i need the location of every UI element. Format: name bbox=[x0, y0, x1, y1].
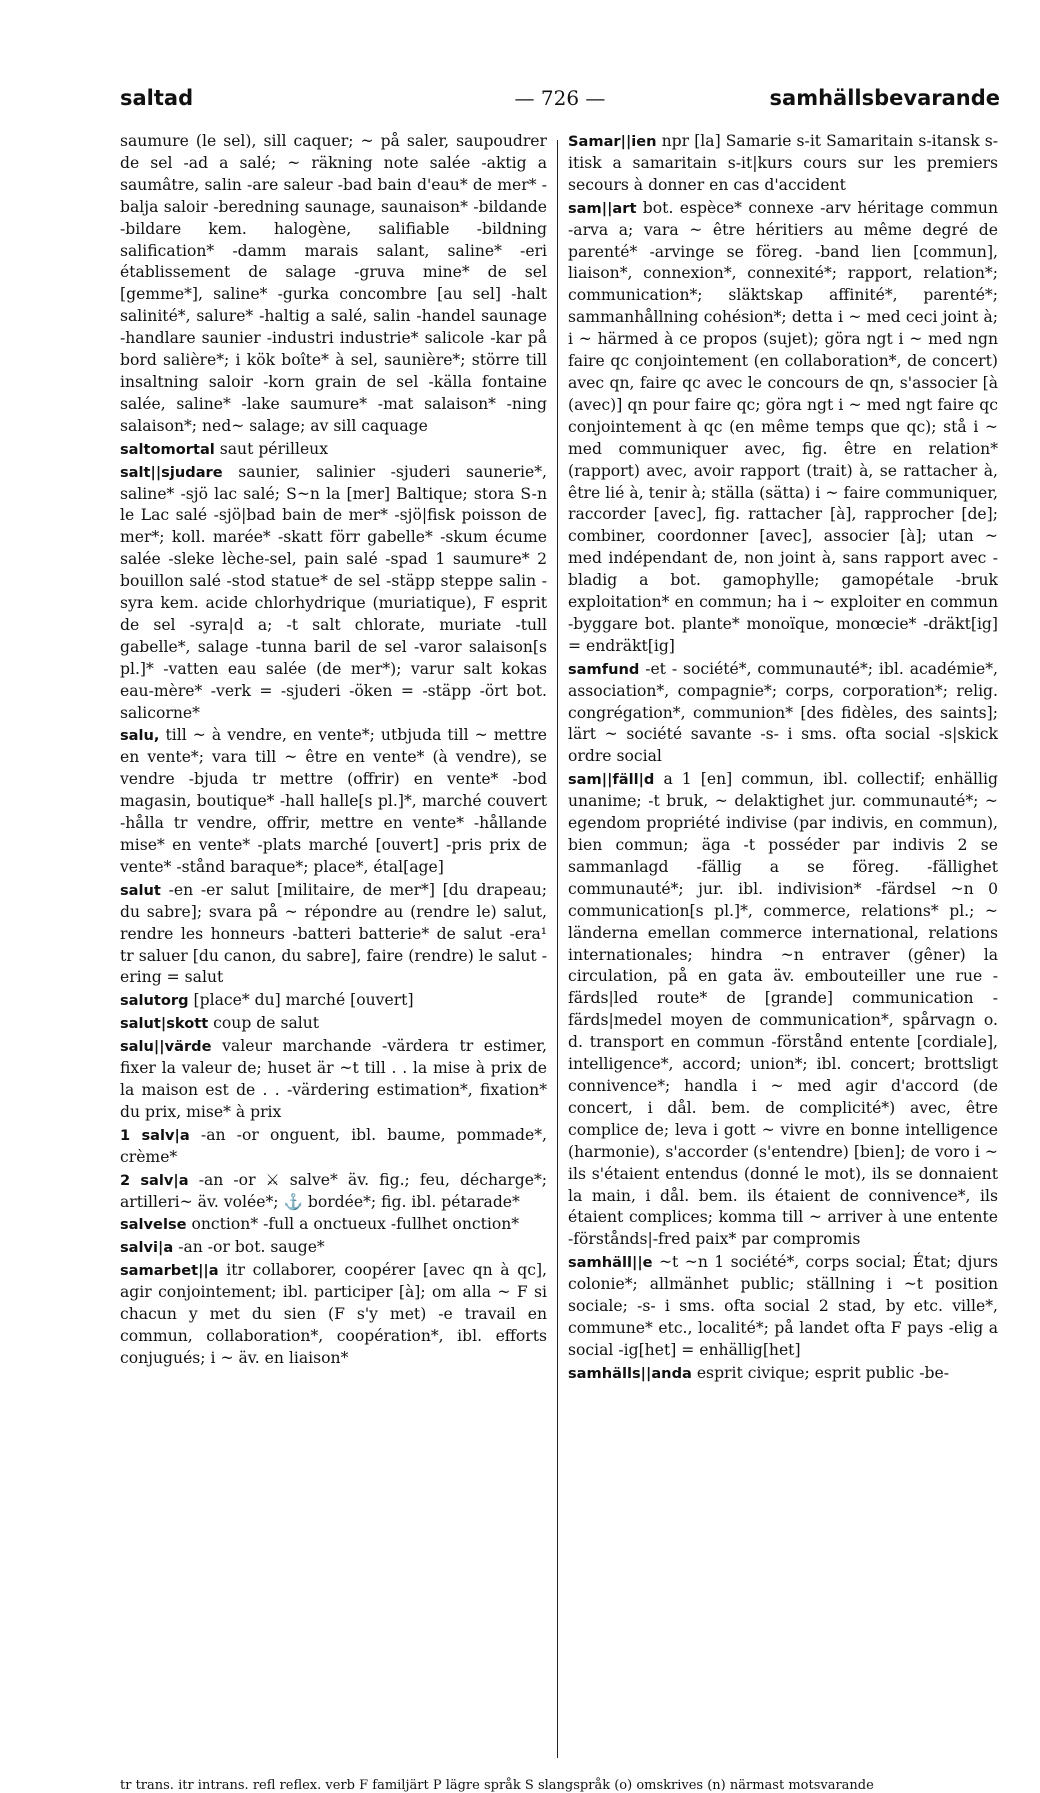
dictionary-entry bbox=[120, 1214, 547, 1236]
entry-headword: salvi|a bbox=[120, 1239, 174, 1257]
abbreviation-footer: tr trans. itr intrans. refl reflex. verb F familjärt P lägre språk S slangspråk (o) omskrives (n) närmast motsvarande bbox=[120, 1778, 874, 1793]
dictionary-entry bbox=[120, 439, 547, 461]
entry-definition: ~t ~n 1 société*, corps social; État; djurs colonie*; allmänhet public; ställning i ~t position sociale; -s- i sms. ofta social 2 stad, by etc. ville*, commune* etc., localité*; på landet ofta F pays -elig a social -ig[het] = enhällig[het] bbox=[568, 1253, 998, 1359]
page-number: — 726 — bbox=[514, 86, 606, 110]
entry-definition: -an -or bot. sauge* bbox=[173, 1238, 325, 1257]
entry-definition: till ~ à vendre, en vente*; utbjuda till ~ mettre en vente*; vara till ~ être en vente* (à vendre), se vendre -bjuda tr mettre (offrir) en vente* -bod magasin, boutique* -hall halle[s pl.]*, marché couvert -hålla tr vendre, offrir, mettre en vente* -hållande mise* en vente* -plats marché [ouvert] -pris prix de vente* -stånd baraque*; place*, étal[age] bbox=[120, 726, 547, 876]
entry-definition: -et - société*, communauté*; ibl. académie*, association*, compagnie*; corps, corporation*; relig. congrégation*, communion* [des fidèles, des saints]; lärt ~ société savante -s- i sms. ofta social -s|skick ordre social bbox=[568, 659, 998, 766]
entry-headword: salut bbox=[120, 881, 161, 899]
right-column bbox=[568, 131, 998, 1386]
entry-definition: valeur marchande -värdera tr estimer, fixer la valeur de; huset är ~t till . . la mise à prix de la maison est de . . -värdering estimation*, fixation* du prix, mise* à prix bbox=[120, 1037, 547, 1121]
dictionary-entry bbox=[120, 725, 547, 878]
entry-definition: -en -er salut [militaire, de mer*] [du drapeau; du sabre]; svara på ~ répondre au (rendre le) salut, rendre les honneurs -batteri batterie* de salut -era¹ tr saluer [du canon, du sabre], faire (rendre) le salut -ering = salut bbox=[120, 880, 547, 987]
entry-headword: salu, bbox=[120, 727, 160, 745]
entry-definition: itr collaborer, coopérer [avec qn à qc], agir conjointement; ibl. participer [à]; om alla ~ F si chacun y met du sien (F s'y met) -e travail en commun, collaboration*, coopération*, ibl. efforts conjugués; i ~ äv. en liaison* bbox=[120, 1261, 547, 1367]
entry-headword: 2 salv|a bbox=[120, 1171, 189, 1189]
entry-definition: -an -or onguent, ibl. baume, pommade*, crème* bbox=[120, 1125, 548, 1166]
dictionary-entry bbox=[120, 1013, 547, 1035]
entry-headword: salu||värde bbox=[120, 1038, 212, 1056]
entry-headword: sam||art bbox=[568, 199, 637, 217]
dictionary-entry bbox=[120, 462, 547, 725]
dictionary-entry bbox=[120, 1170, 547, 1214]
entry-headword: samhälls||anda bbox=[568, 1364, 692, 1382]
dictionary-entry bbox=[120, 880, 547, 990]
entry-definition: saunier, salinier -sjuderi saunerie*, saline* -sjö lac salé; S~n la [mer] Baltique; stora S-n le Lac salé -sjö|bad bain de mer* -sjö|fisk poisson de mer*; koll. marée* -skatt förr gabelle* -skum écume salée -sleke lèche-sel, pain salé -spad 1 saumure* 2 bouillon salé -stod statue* de sel -stäpp steppe salin -syra kem. acide chlorhydrique (muriatique), F esprit de sel -syra|d a; -t salt chlorate, muriate -tull gabelle*, salage -tunna baril de sel -varor salaison[s pl.]* -vatten eau salée (de mer*); varur salt kokas eau-mère* -verk = -sjuderi -öken = -stäpp -ört bot. salicorne* bbox=[120, 462, 547, 722]
header-right-guideword: samhällsbevarande bbox=[769, 86, 1000, 110]
dictionary-entry bbox=[120, 1125, 547, 1169]
column-divider bbox=[557, 140, 558, 1758]
entry-definition: esprit civique; esprit public -be- bbox=[691, 1363, 949, 1382]
dictionary-entry bbox=[568, 198, 998, 658]
entry-headword: saltomortal bbox=[120, 440, 215, 458]
dictionary-entry bbox=[568, 659, 998, 769]
entry-definition: -an -or ⚔ salve* äv. fig.; feu, décharge*; artilleri~ äv. volée*; ⚓ bordée*; fig. ibl. pétarade* bbox=[120, 1170, 548, 1211]
entry-headword: samarbet||a bbox=[120, 1262, 219, 1280]
entry-headword: 1 salv|a bbox=[120, 1126, 190, 1144]
header-left-guideword: saltad bbox=[120, 86, 194, 110]
entry-headword: samhäll||e bbox=[568, 1254, 653, 1272]
entry-definition: a 1 [en] commun, ibl. collectif; enhällig unanime; -t bruk, ~ delaktighet jur. communauté*; ~ egendom propriété indivise (par indivis, en commun), bien commun; äga -t posséder par indivis 2 se sammanlagd -fällig a se föreg. -fällighet communauté*; jur. ibl. indivision* -färdsel ~n 0 communication[s pl.]*, commerce, relations* pl.; ~ länderna emellan commerce international, relations internationales; hindra ~n entraver (gêner) la circulation, på en gata äv. embouteiller une rue -färds|led route* de [grande] communication -färds|medel moyen de communication*, spårvagn o. d. transport en commun -förstånd entente [cordiale], intelligence*, accord; union*; ibl. concert; brottsligt connivence*; handla i ~ med agir d'accord (de concert, i dål. bem. de complicité*) avec, être complice de; leva i gott ~ vivre en bonne intelligence (harmonie), s'accorder (s'entendre) [bien]; de voro i ~ ils s'étaient entendus (donné le mot), ils se donnaient la main, i dål. bem. ils étaient de connivence*, ils étaient complices; komma till ~ arriver à une entente -förstånds|-fred paix* par compromis bbox=[568, 770, 998, 1249]
entry-headword: salutorg bbox=[120, 992, 189, 1010]
entry-headword: sam||fäll|d bbox=[568, 771, 655, 789]
dictionary-entry bbox=[120, 1260, 547, 1370]
entry-headword: salt||sjudare bbox=[120, 463, 223, 481]
entry-headword: salut|skott bbox=[120, 1015, 209, 1033]
entry-definition: npr [la] Samarie s-it Samaritain s-itansk s-itisk a samaritain s-it|kurs cours sur les premiers secours à donner en cas d'accident bbox=[568, 132, 998, 194]
entry-definition: [place* du] marché [ouvert] bbox=[188, 991, 414, 1010]
dictionary-entry bbox=[120, 1237, 547, 1259]
left-column bbox=[120, 131, 547, 1371]
entry-headword: salvelse bbox=[120, 1216, 187, 1234]
dictionary-entry bbox=[120, 1036, 547, 1124]
dictionary-entry bbox=[120, 131, 547, 438]
dictionary-entry bbox=[568, 1363, 998, 1385]
entry-definition: saumure (le sel), sill caquer; ~ på saler, saupoudrer de sel -ad a salé; ~ räkning note salée -aktig a saumâtre, salin -are saleur -bad bain d'eau* de mer* -balja saloir -beredning saunage, saunaison* -bildande -bildare kem. halogène, salifiable -bildning salification* -damm marais salant, saline* -eri établissement de salage -gruva mine* de sel [gemme*], saline* -gurka concombre [au sel] -halt salinité*, salure* -haltig a salé, salin -handel saunage -handlare saunier -industri industrie* salicole -kar på bord salière*; i kök boîte* à sel, saunière*; större till insaltning saloir -korn grain de sel -källa fontaine salée, saline* -lake saumure* -mat salaison* -ning salaison*; ned~ salage; av sill caquage bbox=[120, 132, 547, 435]
dictionary-entry bbox=[120, 990, 547, 1012]
entry-headword: Samar||ien bbox=[568, 133, 657, 150]
entry-headword: samfund bbox=[568, 660, 640, 678]
dictionary-entry bbox=[568, 769, 998, 1251]
entry-definition: coup de salut bbox=[208, 1014, 320, 1033]
entry-definition: saut périlleux bbox=[214, 439, 329, 458]
page-header bbox=[120, 86, 1000, 118]
entry-definition: bot. espèce* connexe -arv héritage commun -arva a; vara ~ être héritiers au même degré de parenté* -arvinge se föreg. -band lien [commun], liaison*, connexion*, connexité*; rapport, relation*; communication*; släktskap affinité*, parenté*; sammanhållning cohésion*; detta i ~ med ceci joint à; i ~ härmed à ce propos (sujet); göra ngt i ~ med ngn faire qc conjointement (en collaboration*, de concert) avec qn, faire qc avec le concours de qn, s'associer [à (avec)] qn pour faire qc; göra ngt i ~ med ngt faire qc conjointement à qc (en même temps que qc); stå i ~ med communiquer avec, fig. être en relation* (rapport) avec, avoir rapport (trait) à, se rattacher à, être lié à, tenir à; ställa (sätta) i ~ faire communiquer, raccorder [avec], fig. rattacher [à], rapprocher [de]; combiner, coordonner [avec], associer [à]; utan ~ med indépendant de, non joint à, sans rapport avec -bladig a bot. gamophylle; gamopétale -bruk exploitation* en commun; ha i ~ exploiter en commun -byggare bot. plante* monoïque, monœcie* -dräkt[ig] = endräkt[ig] bbox=[568, 198, 998, 655]
dictionary-entry bbox=[568, 1252, 998, 1362]
dictionary-entry bbox=[568, 131, 998, 197]
entry-definition: onction* -full a onctueux -fullhet onction* bbox=[186, 1215, 520, 1234]
